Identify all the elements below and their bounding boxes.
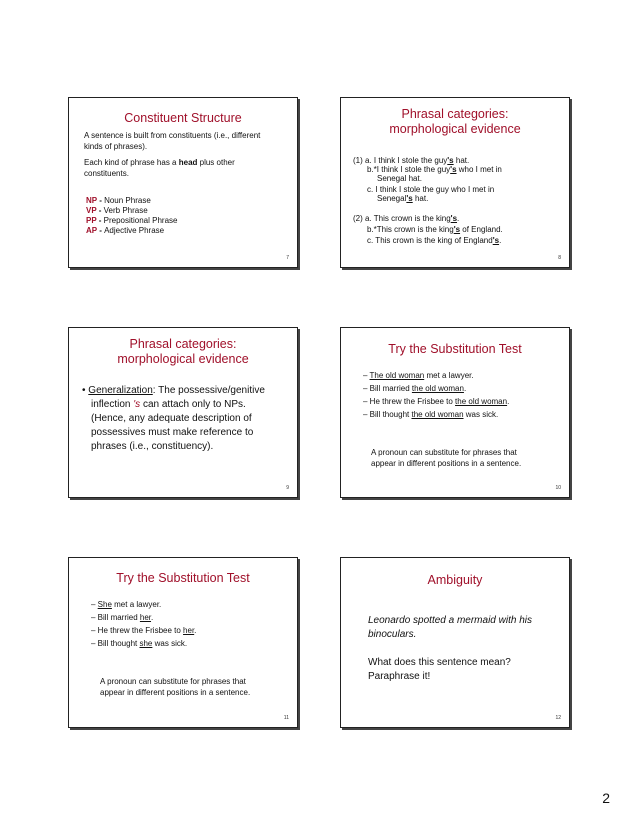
slide-10 xyxy=(340,327,570,498)
example-sentence: binoculars. xyxy=(368,629,417,640)
slide-title: Constituent Structure xyxy=(124,111,242,125)
list-item: – He threw the Frisbee to the old woman. xyxy=(363,397,510,406)
slide-9 xyxy=(68,327,298,498)
list-item: – He threw the Frisbee to her. xyxy=(91,626,197,635)
phrase-item: AP - Adjective Phrase xyxy=(86,226,165,235)
prompt-text: Paraphrase it! xyxy=(368,671,431,682)
note-text: appear in different positions in a sentence. xyxy=(100,688,251,697)
example-line: c. I think I stole the guy who I met in xyxy=(367,185,495,194)
example-line: Senegal's hat. xyxy=(377,194,429,203)
bullet-text: inflection 's can attach only to NPs. xyxy=(91,399,246,410)
body-text: constituents. xyxy=(84,169,129,178)
bullet-text: • Generalization: The possessive/genitive xyxy=(82,385,265,396)
slide-number: 11 xyxy=(283,715,289,721)
slide-title: Phrasal categories: morphological evidence xyxy=(117,337,249,366)
slide-11 xyxy=(68,557,298,728)
list-item: – Bill thought the old woman was sick. xyxy=(363,410,499,419)
slide-number: 7 xyxy=(286,255,289,261)
slide-number: 10 xyxy=(555,485,561,491)
example-line: (1) a. I think I stole the guy's hat. xyxy=(353,156,470,165)
example-line: b.*This crown is the king's of England. xyxy=(367,225,503,234)
body-text: Each kind of phrase has a head plus other xyxy=(84,158,235,167)
page-number: 2 xyxy=(602,790,610,806)
bullet-text: phrases (i.e., constituency). xyxy=(91,441,214,452)
list-item: – She met a lawyer. xyxy=(91,600,162,609)
bullet-text: (Hence, any adequate description of xyxy=(91,413,252,424)
phrase-item: NP - Noun Phrase xyxy=(86,196,151,205)
phrase-item: PP - Prepositional Phrase xyxy=(86,216,178,225)
example-line: c. This crown is the king of England's. xyxy=(367,236,502,245)
phrase-item: VP - Verb Phrase xyxy=(86,206,148,215)
example-line: b.*I think I stole the guy's who I met in xyxy=(367,165,502,174)
list-item: – Bill married the old woman. xyxy=(363,384,467,393)
slide-7 xyxy=(68,97,298,268)
slide-title: Try the Substitution Test xyxy=(388,342,522,356)
slide-8 xyxy=(340,97,570,268)
slide-number: 9 xyxy=(286,485,289,491)
slide-title: Ambiguity xyxy=(427,573,483,587)
body-text: A sentence is built from constituents (i.e., different xyxy=(84,131,261,140)
note-text: A pronoun can substitute for phrases that xyxy=(100,677,246,686)
example-line: Senegal hat. xyxy=(377,174,422,183)
slide-title: Try the Substitution Test xyxy=(116,571,250,585)
list-item: – Bill thought she was sick. xyxy=(91,639,188,648)
note-text: appear in different positions in a sentence. xyxy=(371,459,522,468)
prompt-text: What does this sentence mean? xyxy=(368,657,511,668)
slide-title: Phrasal categories: morphological evidence xyxy=(389,107,521,136)
bullet-icon: • xyxy=(82,385,86,396)
list-item: – The old woman met a lawyer. xyxy=(363,371,474,380)
list-item: – Bill married her. xyxy=(91,613,154,622)
body-text: kinds of phrases). xyxy=(84,142,148,151)
slide-number: 8 xyxy=(558,255,561,261)
slide-12 xyxy=(340,557,570,728)
example-line: (2) a. This crown is the king's. xyxy=(353,214,460,223)
slide-number: 12 xyxy=(555,715,561,721)
note-text: A pronoun can substitute for phrases that xyxy=(371,448,517,457)
bullet-text: possessives must make reference to xyxy=(91,427,254,438)
phrase-list xyxy=(86,196,177,236)
example-sentence: Leonardo spotted a mermaid with his xyxy=(368,615,532,626)
